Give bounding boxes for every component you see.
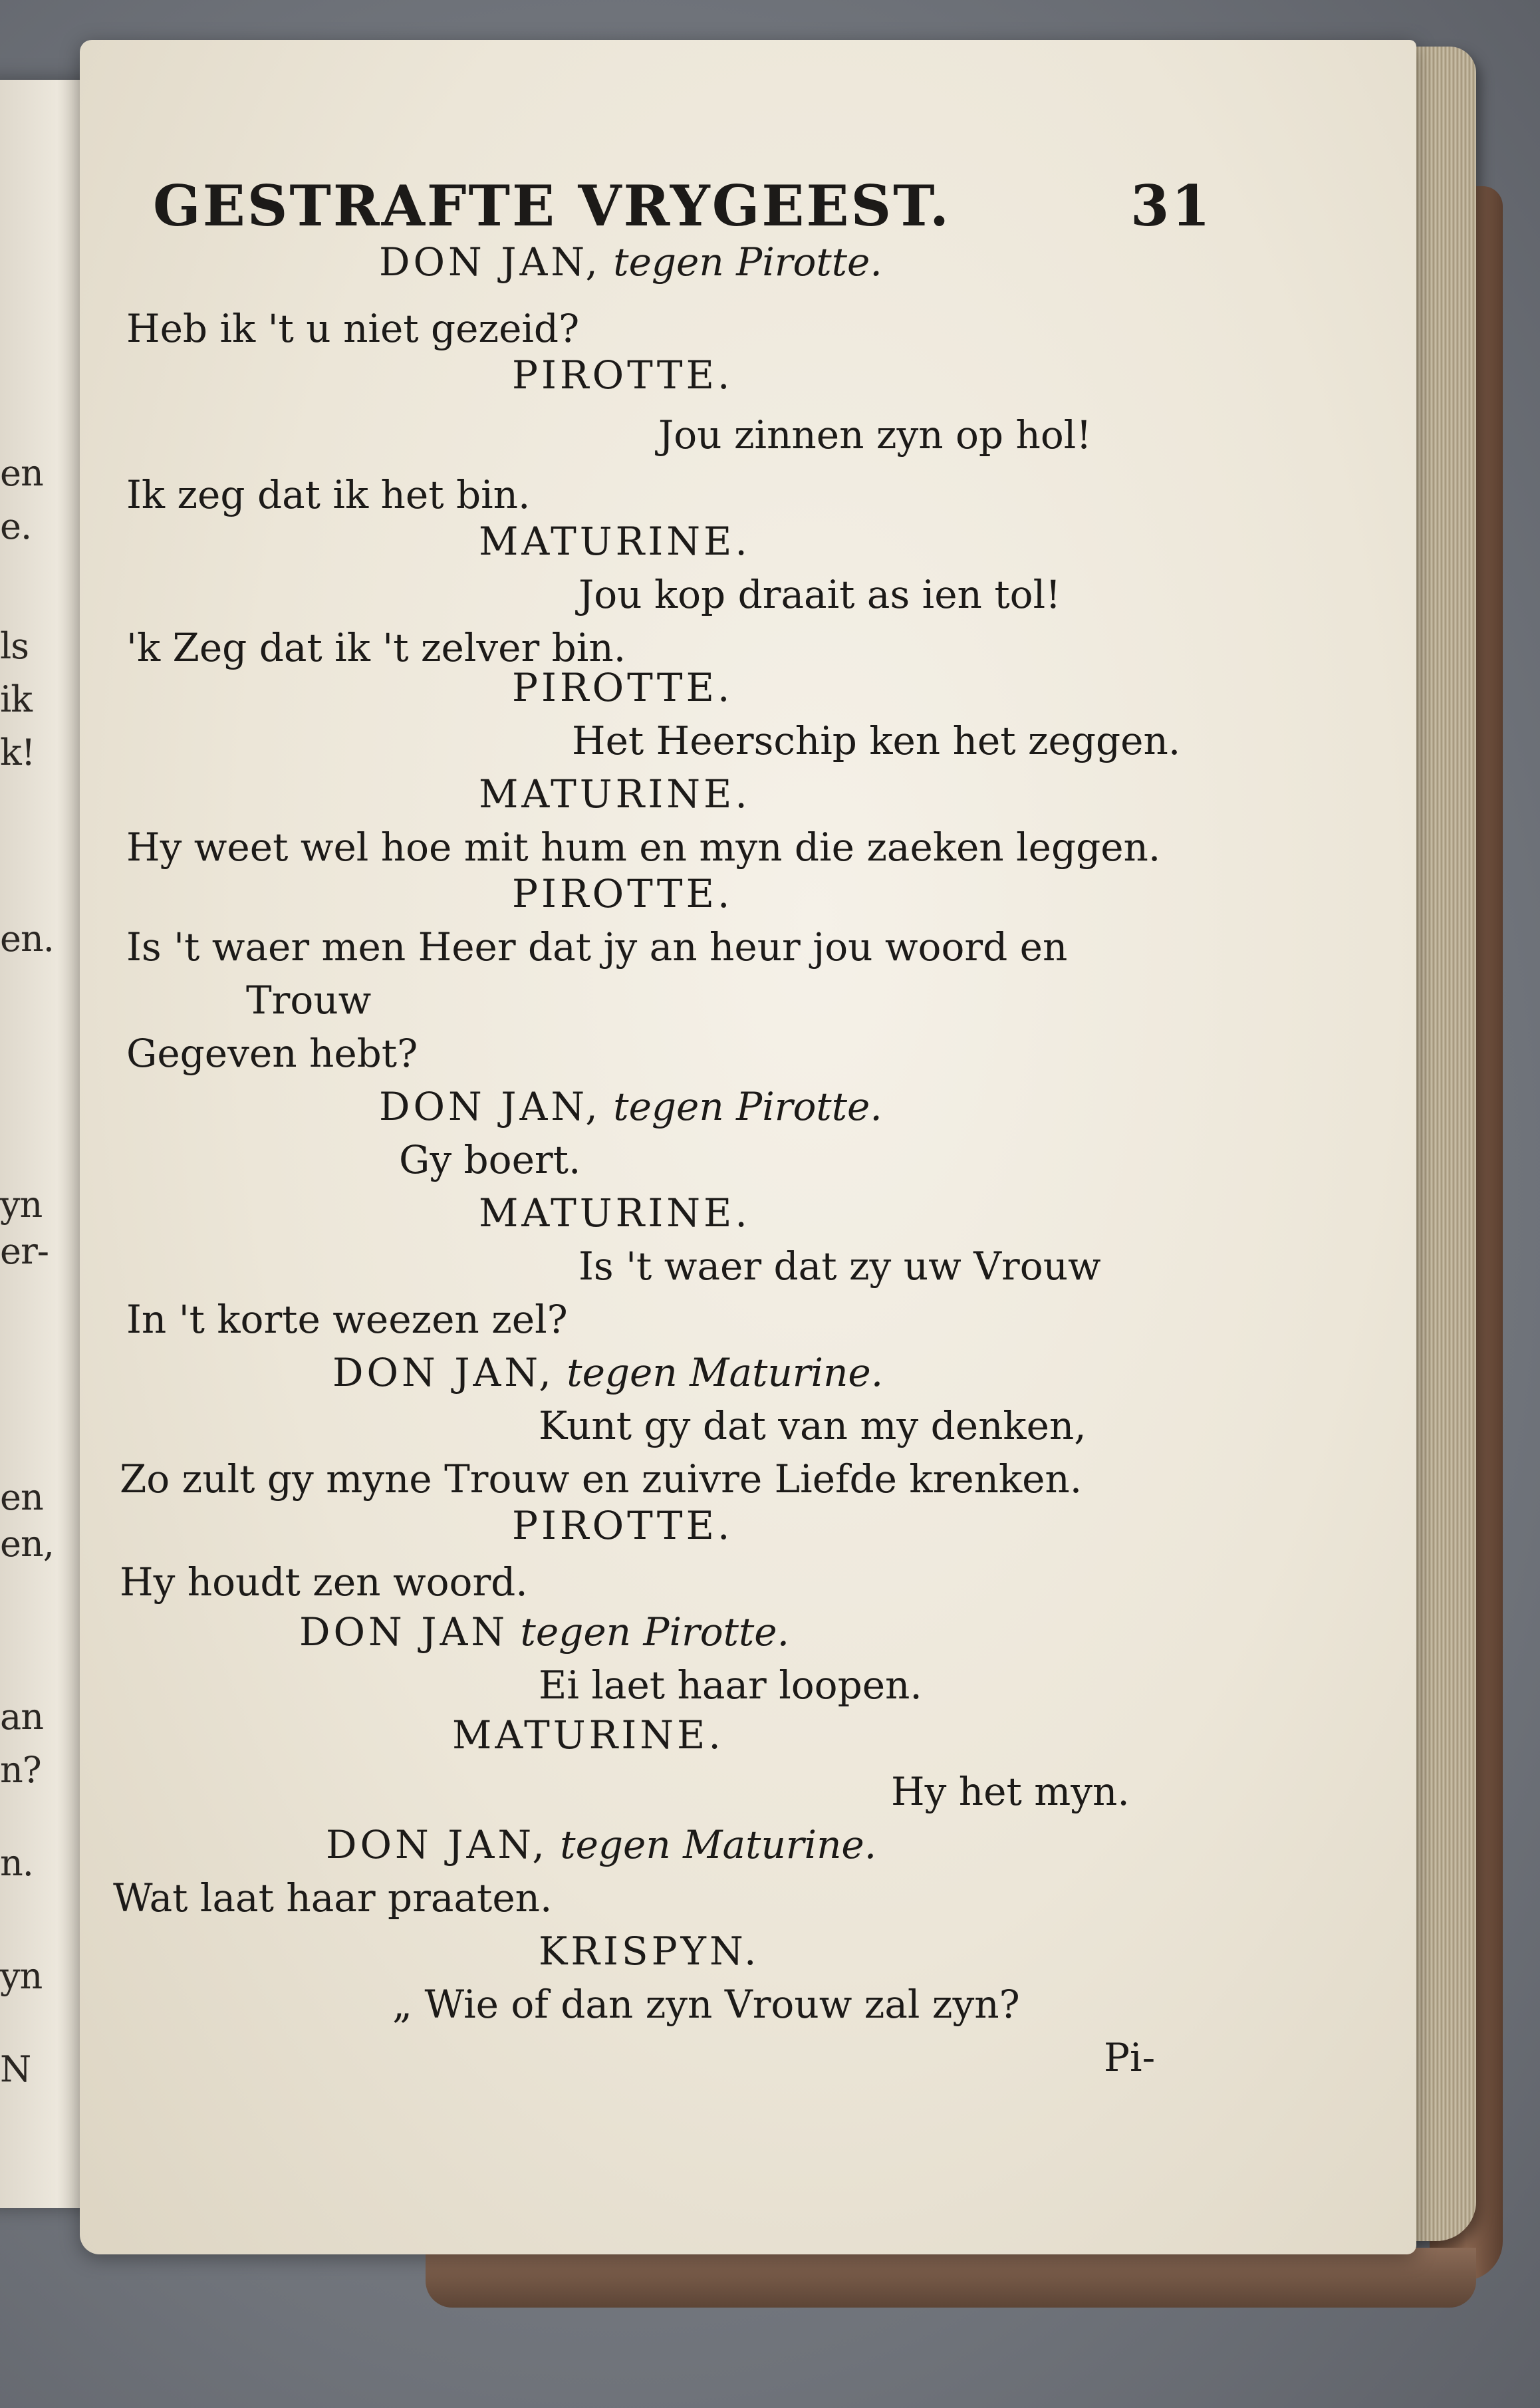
speaker-name: PIROTTE.: [512, 871, 733, 916]
right-page: [80, 40, 1416, 2254]
left-page-fragment: k!: [0, 732, 35, 773]
verse-line: Het Heerschip ken het zeggen.: [572, 718, 1181, 763]
speaker-heading: [539, 1929, 759, 1974]
speaker-heading: [379, 239, 882, 285]
verse-line: Hy het myn.: [891, 1769, 1130, 1814]
stage-direction: tegen Pirotte.: [508, 1609, 790, 1655]
left-page-fragment: yn: [0, 1184, 43, 1226]
speaker-name: DON JAN,: [326, 1822, 548, 1867]
left-page-fragment: en,: [0, 1523, 54, 1565]
stage-direction: tegen Maturine.: [554, 1350, 884, 1395]
verse-line: Heb ik 't u niet gezeid?: [126, 306, 580, 351]
running-title: GESTRAFTE VRYGEEST.: [153, 173, 952, 239]
verse-line: Zo zult gy myne Trouw en zuivre Liefde krenken.: [120, 1456, 1083, 1502]
speaker-heading: [479, 519, 751, 564]
stage-direction: tegen Pirotte.: [600, 1084, 882, 1129]
speaker-heading: [479, 771, 751, 817]
speaker-heading: [332, 1350, 883, 1395]
stage-direction: tegen Maturine.: [547, 1822, 877, 1867]
verse-line: Ei laet haar loopen.: [539, 1663, 922, 1708]
speaker-heading: [512, 352, 733, 398]
page-text: [80, 40, 1416, 2254]
speaker-name: MATURINE.: [479, 1190, 751, 1236]
left-page-fragment: en: [0, 452, 43, 494]
speaker-heading: [326, 1822, 876, 1867]
speaker-name: DON JAN,: [379, 1084, 601, 1129]
verse-line: Gy boert.: [399, 1137, 581, 1182]
speaker-name: DON JAN,: [332, 1350, 555, 1395]
stage-direction: tegen Pirotte.: [600, 239, 882, 285]
verse-line: Kunt gy dat van my denken,: [539, 1403, 1087, 1448]
verse-line: Hy houdt zen woord.: [120, 1559, 528, 1605]
verse-line: 'k Zeg dat ik 't zelver bin.: [126, 625, 626, 670]
verse-line: Jou zinnen zyn op hol!: [658, 412, 1092, 458]
left-page-fragment: n?: [0, 1749, 41, 1791]
speaker-name: MATURINE.: [479, 519, 751, 564]
verse-line: In 't korte weezen zel?: [126, 1297, 568, 1342]
speaker-name: PIROTTE.: [512, 1503, 733, 1548]
left-page-fragment: ik: [0, 678, 32, 720]
page-number: 31: [1130, 173, 1212, 239]
speaker-name: MATURINE.: [452, 1712, 724, 1758]
speaker-heading: [452, 1712, 724, 1758]
left-page-fragment: yn: [0, 1955, 43, 1997]
speaker-heading: [299, 1609, 789, 1655]
left-page-fragment: an: [0, 1696, 43, 1738]
speaker-heading: [512, 1503, 733, 1548]
speaker-name: DON JAN,: [379, 239, 601, 285]
speaker-name: PIROTTE.: [512, 665, 733, 710]
verse-line: Ik zeg dat ik het bin.: [126, 472, 531, 517]
left-page-fragment: n.: [0, 1842, 33, 1884]
verse-line: Trouw: [246, 978, 372, 1023]
left-page-fragment: N: [0, 2048, 31, 2090]
speaker-heading: [479, 1190, 751, 1236]
verse-line: Wat laat haar praaten.: [113, 1875, 553, 1921]
speaker-heading: [379, 1084, 882, 1129]
verse-line: Hy weet wel hoe mit hum en myn die zaeken leggen.: [126, 825, 1161, 870]
speaker-name: MATURINE.: [479, 771, 751, 817]
catchword: Pi-: [1104, 2035, 1156, 2080]
speaker-name: DON JAN: [299, 1609, 509, 1655]
verse-line: „ Wie of dan zyn Vrouw zal zyn?: [392, 1982, 1020, 2027]
verse-line: Gegeven hebt?: [126, 1031, 418, 1076]
left-page-fragment: en.: [0, 918, 54, 960]
left-page-fragment: er-: [0, 1230, 49, 1272]
speaker-heading: [512, 871, 733, 916]
speaker-name: KRISPYN.: [539, 1929, 760, 1974]
speaker-name: PIROTTE.: [512, 352, 733, 398]
verse-line: Is 't waer men Heer dat jy an heur jou woord en: [126, 924, 1068, 970]
book-cover-bottom: [426, 2248, 1476, 2308]
verse-line: Is 't waer dat zy uw Vrouw: [578, 1244, 1101, 1289]
left-page-fragment: e.: [0, 505, 32, 547]
left-page-fragment: ls: [0, 625, 29, 667]
speaker-heading: [512, 665, 733, 710]
left-page-fragment: en: [0, 1476, 43, 1518]
verse-line: Jou kop draait as ien tol!: [578, 572, 1061, 617]
